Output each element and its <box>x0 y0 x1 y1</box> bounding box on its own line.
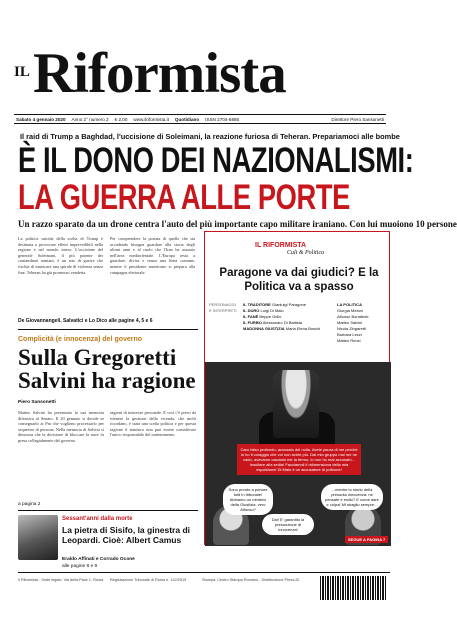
issue-price: € 2,00 <box>114 116 128 122</box>
second-column-2: ragioni di interesse personale. E così c'è preso da ritenere la gestione della vicenda, che molti ricordano, è stata una scelta politica e per questa ragione il ministro non può essere considerato l'unico responsabile del trattenimento. <box>110 410 196 438</box>
second-headline[interactable]: Sulla Gregoretti Salvini ha ragione <box>18 345 196 393</box>
politics-item: Matteo Renzi <box>337 338 361 343</box>
barcode <box>320 576 386 600</box>
politics-item: Matteo Salvini <box>337 320 363 325</box>
site-link[interactable]: www.ilriformista.it <box>133 116 169 122</box>
insert-politics-list <box>337 302 389 344</box>
politics-item: Nicola Zingaretti <box>337 326 366 331</box>
lead-headline-1[interactable]: È IL DONO DEI NAZIONALISMI: <box>18 141 414 180</box>
camus-photo <box>18 515 58 560</box>
section-divider <box>18 329 198 330</box>
cast-row: MADONNA GIUSTIZIA Maria Elena Boschi <box>243 326 321 331</box>
insert-logo-sub: Cult & Politica <box>287 250 324 256</box>
insert-cast-list <box>243 302 335 332</box>
politics-item: Giorgia Meloni <box>337 308 363 313</box>
masthead-il: IL <box>14 64 30 80</box>
lead-column-2: Per comprendere la portata di quello che sta accadendo bisogna guardare alla storia degli ultimi anni e al ruolo che l'Iran ha assunto nell'area mediorientale. L'Europa resta a guardare, divisa e senza una linea comune, mentre il presidente americano si prepara alla campagna elettorale. <box>110 236 195 275</box>
satire-insert[interactable] <box>204 231 390 545</box>
cast-row: IL FANÉ Beppe Grillo <box>243 314 282 319</box>
footer-col-1: Il Riformista - Sede legale: Via della Pace 1, Roma <box>18 578 104 582</box>
lead-column-1: La politica suicida della scelta di Trump è destinata a provocare effetti imprevedibili nella regione e nel mondo intero. L'uccisione del generale Soleimani, il più potente dei comandanti iraniani, è un atto di guerra che rischia di innescare una spirale di violenza senza fine. Teheran ha già promesso vendetta. <box>18 236 103 275</box>
lead-headline-2[interactable]: LA GUERRA ALLE PORTE <box>18 178 350 217</box>
lead-subhead: Un razzo sparato da un drone centra l'auto del più importante capo militare iraniano. Con lui muoiono 10 persone <box>18 219 457 229</box>
masthead-title[interactable]: Riformista <box>33 42 286 105</box>
speech-bubble-2: ...mentre lo storto della presunta innocenza: ne pensate e esilio? E come dare e colpa! Mi sbaglio sempre... <box>321 484 383 510</box>
issn: ISSN 2704-6885 <box>205 116 240 122</box>
third-authors: Eraldo Affinati e Corrado Ocone <box>62 557 135 562</box>
speech-bubble-1: Sono pronto a portare tutti in tribunale! Abbiamo un ministro della Giustizia, vero Alfonso? <box>223 484 273 515</box>
director: Direttore Piero Sansonetti <box>331 116 384 122</box>
insert-cast-label: PERSONAGGI E INTERPRETI <box>209 302 237 313</box>
section-divider-2 <box>18 510 198 511</box>
second-column-1: Matteo Salvini ha presentato la sua memoria difensiva al Senato. Il 20 gennaio si decide se consegnarlo ai Pm che vogliono processarlo per sequestro di persona. Nella memoria di Salvini si dimostra che la decisione di bloccare la nave fu presa collegialmente dal governo. <box>18 410 104 443</box>
cast-row: IL FURBO Alessandro Di Battista <box>243 320 303 325</box>
politics-item: Barbara Lezzi <box>337 332 362 337</box>
speech-bubble-3: Dai! E' garantito la presunzione di innocenza! <box>262 514 314 535</box>
lead-byline: De Giovannangeli, Salvatici e Lo Dico alle pagine 4, 5 e 6 <box>18 318 153 324</box>
third-headline[interactable]: La pietra di Sisifo, la ginestra di Leopardi. Cioè: Albert Camus <box>62 525 191 545</box>
cast-row: IL TRADITORE Gianluigi Paragone <box>243 302 307 307</box>
lead-kicker: Il raid di Trump a Baghdad, l'uccisione di Soleimani, la reazione furiosa di Teheran. Prepariamoci alle bombe <box>20 132 400 141</box>
insert-jump-tag[interactable]: SEGUE A PAGINA 7 <box>345 536 388 543</box>
insert-title: Paragone va dai giudici? E la Politica va a spasso <box>219 267 379 293</box>
speaker-head <box>273 370 319 438</box>
second-kicker: Complicità (e innocenza) del governo <box>18 336 143 343</box>
footer-col-3: Stampa: Centro Stampa Romano - Distribuzione Press-Di <box>202 578 300 582</box>
third-pages[interactable]: alle pagine 8 e 9 <box>62 564 98 569</box>
politics-label: LA POLITICA <box>337 302 362 307</box>
footer-col-2: Registrazione Tribunale di Roma n. 142/2019 <box>110 578 187 582</box>
insert-logo: IL RIFORMISTA <box>255 242 307 249</box>
frequency: Quotidiano <box>174 116 200 122</box>
issue-date: Sabato 4 gennaio 2020 <box>16 116 66 122</box>
second-jump[interactable]: a pagina 2 <box>18 502 41 507</box>
cast-row: IL DURO Luigi Di Maio <box>243 308 284 313</box>
masthead-info-bar <box>14 114 386 124</box>
second-author: Piero Sansonetti <box>18 400 56 405</box>
third-kicker: Sessant'anni dalla morte <box>62 516 133 522</box>
footer-divider <box>18 572 390 573</box>
insert-caption: Caro falso profondo, accusato del nulla. Avete paura di me perché io ho il coraggio che voi non avete più. Dal mio gruppo mai me ne vado, avevamo cacciato me la fermo, io non ho mai accusato... Insultare alla sedia! Facciamoli il ridimensiona della mia espulsione! Di Maio è un accusatore di poltrone! <box>237 444 361 475</box>
issue-year: Anno 2° numero 2 <box>71 116 109 122</box>
politics-item: Alfonso Bonafede <box>337 314 369 319</box>
